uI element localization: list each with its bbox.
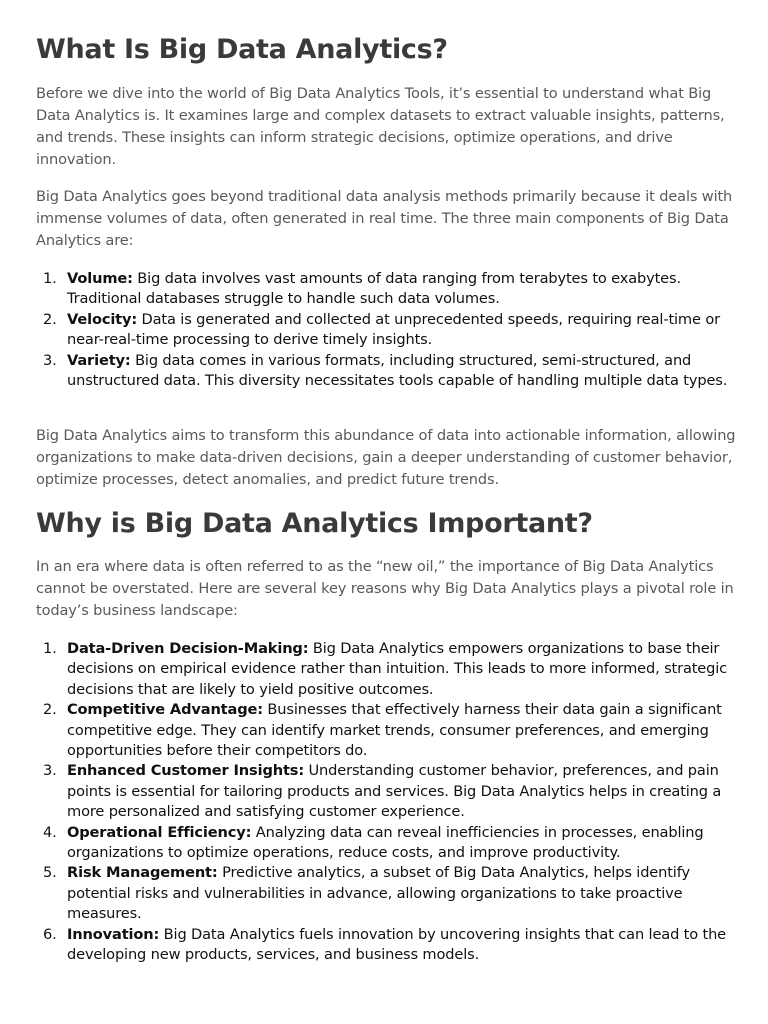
list-text: Predictive analytics, a subset of Big Data Analytics, helps identify potential risks and vulnerabilities in advance, allowing organizations to take proactive measures.: [67, 864, 690, 923]
list-item: [36, 863, 740, 924]
list-number: 6.: [43, 925, 57, 943]
list-term: Competitive Advantage:: [67, 701, 263, 719]
list-number: 2.: [43, 310, 57, 328]
list-number: 1.: [43, 640, 57, 657]
list-text: Big Data Analytics empowers organizations to base their decisions on empirical evidence rather than intuition. This leads to more informed, strategic decisions that are likely to yield positive outcomes.: [67, 640, 728, 698]
list-term: Innovation:: [67, 925, 160, 943]
list-text: Data is generated and collected at unprecedented speeds, requiring real-time or near-real-time processing to derive timely insights.: [67, 310, 720, 349]
reasons-list: [36, 639, 740, 966]
list-term: Variety:: [67, 351, 131, 369]
list-item: [36, 700, 740, 761]
list-item: [36, 639, 740, 700]
closing-paragraph: Big Data Analytics aims to transform this abundance of data into actionable information, allowing organizations to make data-driven decisions, gain a deeper understanding of customer behavior, optimize processes, detect anomalies, and predict future trends.: [36, 427, 736, 488]
components-paragraph: Big Data Analytics goes beyond traditional data analysis methods primarily because it deals with immense volumes of data, often generated in real time. The three main components of Big Data Analytics are:: [36, 188, 733, 249]
components-list: [36, 269, 740, 391]
section-heading-what-is: What Is Big Data Analytics?: [36, 34, 448, 65]
list-item: [36, 351, 740, 392]
list-number: 3.: [43, 351, 57, 369]
list-term: Enhanced Customer Insights:: [67, 762, 305, 780]
list-item: [36, 925, 740, 966]
list-text: Big data involves vast amounts of data ranging from terabytes to exabytes. Traditional databases struggle to handle such data volumes.: [67, 270, 681, 308]
list-text: Big data comes in various formats, including structured, semi-structured, and unstructured data. This diversity necessitates tools capable of handling multiple data types.: [67, 351, 728, 390]
list-term: Velocity:: [67, 310, 138, 328]
list-number: 3.: [43, 762, 57, 780]
section-heading-why-important: Why is Big Data Analytics Important?: [36, 508, 593, 539]
list-item: [36, 310, 740, 351]
list-term: Data-Driven Decision-Making:: [67, 640, 309, 657]
list-number: 1.: [43, 270, 57, 287]
list-item: [36, 823, 740, 864]
list-term: Volume:: [67, 270, 133, 287]
list-text: Understanding customer behavior, preferences, and pain points is essential for tailoring products and services. Big Data Analytics helps in creating a more personalized and satisfying customer experience.: [67, 762, 722, 821]
list-text: Big Data Analytics fuels innovation by uncovering insights that can lead to the developing new products, services, and business models.: [67, 925, 727, 964]
list-text: Businesses that effectively harness their data gain a significant competitive edge. They can identify market trends, consumer preferences, and emerging opportunities before their competitors do.: [67, 701, 722, 760]
list-item: [36, 761, 740, 822]
list-term: Risk Management:: [67, 864, 218, 882]
list-text: Analyzing data can reveal inefficiencies in processes, enabling organizations to optimize operations, reduce costs, and improve productivity.: [67, 823, 704, 862]
importance-intro-paragraph: In an era where data is often referred to as the “new oil,” the importance of Big Data Analytics cannot be overstated. Here are several key reasons why Big Data Analytics plays a pivotal role in today’s business landscape:: [36, 558, 734, 619]
list-term: Operational Efficiency:: [67, 823, 252, 841]
list-number: 4.: [43, 823, 57, 841]
intro-paragraph: Before we dive into the world of Big Data Analytics Tools, it’s essential to understand what Big Data Analytics is. It examines large and complex datasets to extract valuable insights, patterns, and trends. These insights can inform strategic decisions, optimize operations, and drive innovation.: [36, 85, 725, 168]
list-number: 2.: [43, 701, 57, 719]
list-number: 5.: [43, 864, 57, 882]
list-item: [36, 269, 740, 310]
